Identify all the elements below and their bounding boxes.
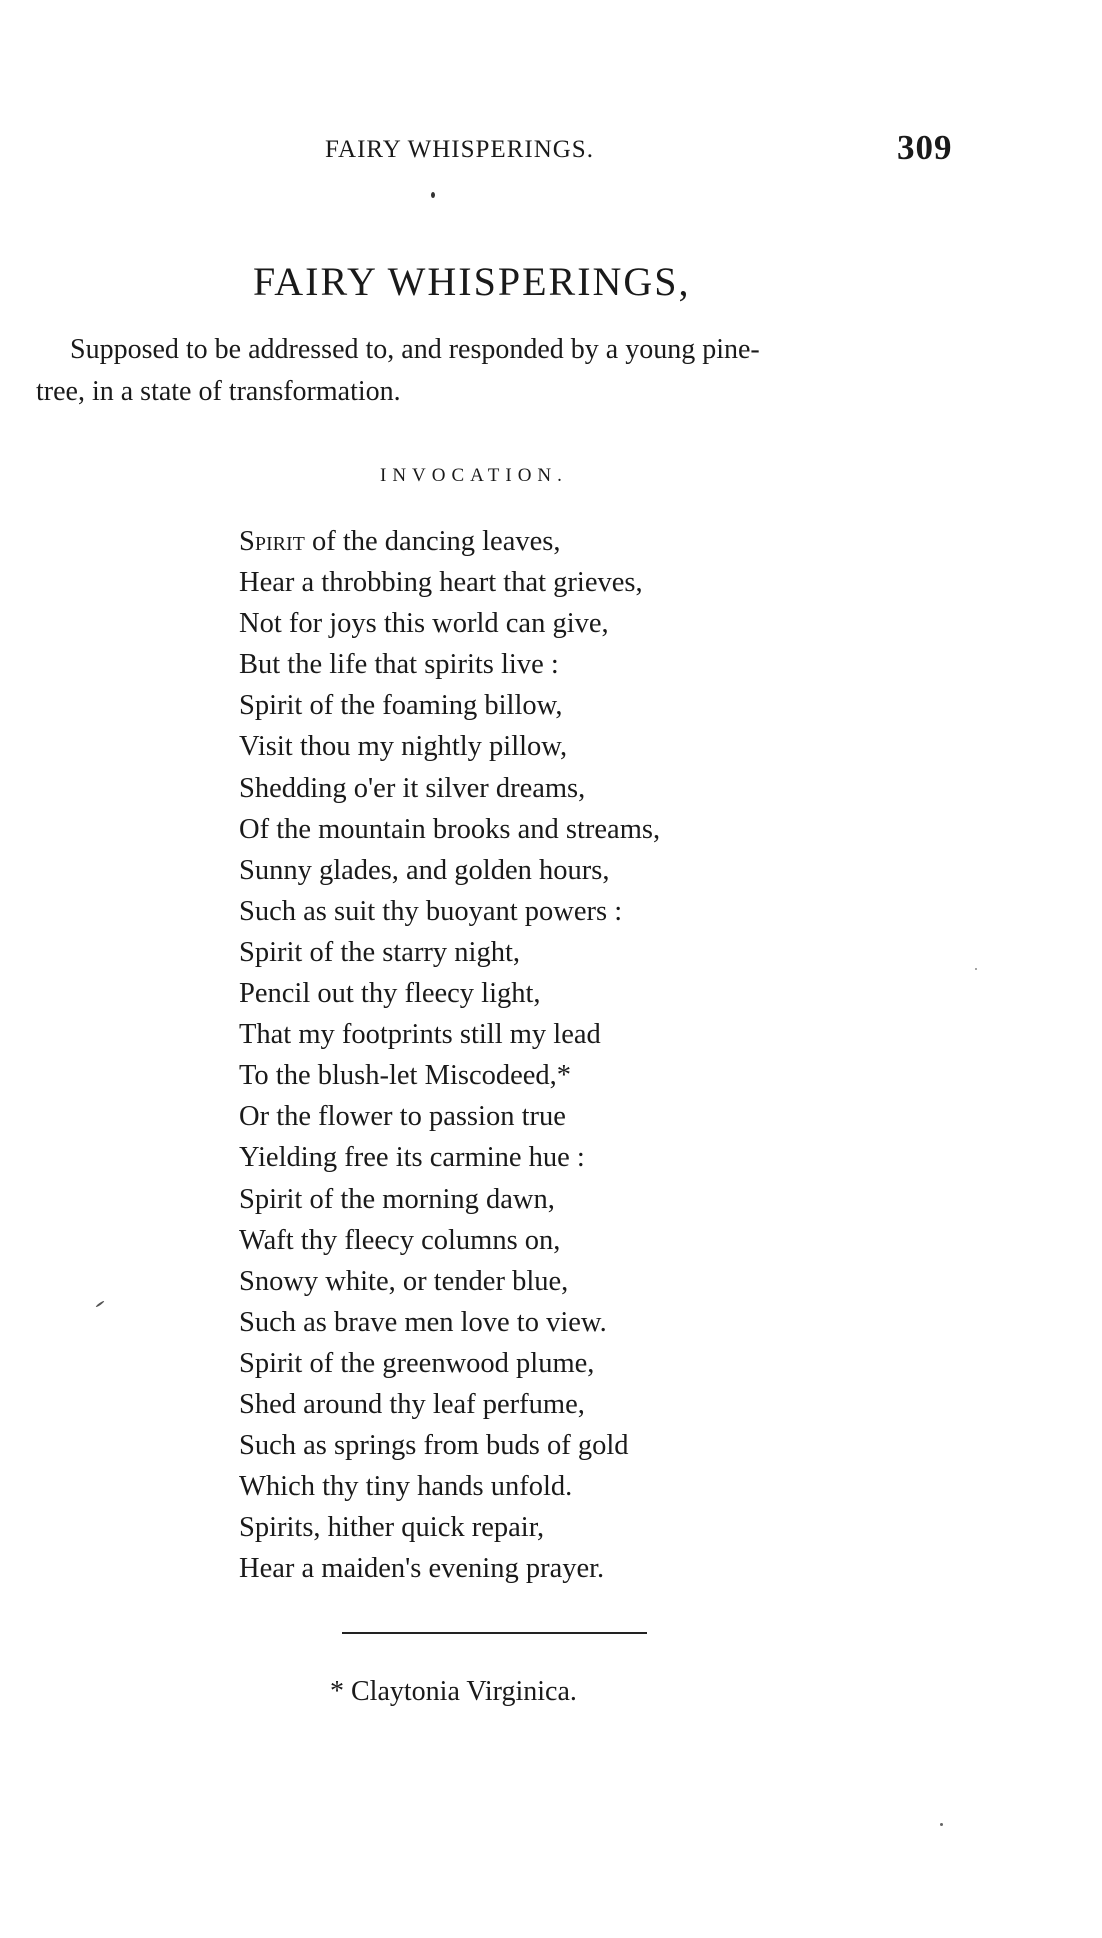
verse-line: Spirits, hither quick repair, bbox=[239, 1512, 545, 1544]
section-heading: INVOCATION. bbox=[380, 465, 568, 486]
verse-line: But the life that spirits live : bbox=[239, 649, 559, 681]
verse-line: Sunny glades, and golden hours, bbox=[239, 854, 610, 886]
ink-speck bbox=[431, 192, 435, 198]
verse-line: That my footprints still my lead bbox=[239, 1019, 601, 1051]
poem-verse bbox=[239, 521, 660, 1589]
ink-speck bbox=[940, 1823, 943, 1826]
verse-line-text: of the dancing leaves, bbox=[304, 526, 561, 557]
running-head: FAIRY WHISPERINGS. bbox=[325, 136, 594, 163]
verse-line: Shedding o'er it silver dreams, bbox=[239, 772, 586, 804]
intro-line: Supposed to be addressed to, and responded by a young pine- bbox=[70, 334, 760, 365]
ink-speck bbox=[95, 1300, 104, 1307]
verse-line: Snowy white, or tender blue, bbox=[239, 1265, 569, 1297]
verse-line bbox=[239, 521, 660, 562]
footnote-rule bbox=[342, 1632, 647, 1634]
verse-line: Of the mountain brooks and streams, bbox=[239, 813, 661, 845]
verse-line: Spirit of the greenwood plume, bbox=[239, 1347, 595, 1379]
page-number: 309 bbox=[897, 128, 953, 167]
verse-line: Pencil out thy fleecy light, bbox=[239, 978, 541, 1010]
verse-line: Spirit of the starry night, bbox=[239, 936, 521, 968]
verse-line: Such as springs from buds of gold bbox=[239, 1430, 629, 1462]
verse-line: Such as brave men love to view. bbox=[239, 1306, 607, 1338]
verse-line: Which thy tiny hands unfold. bbox=[239, 1471, 573, 1503]
verse-first-word: Spirit bbox=[239, 526, 305, 557]
footnote: * Claytonia Virginica. bbox=[330, 1676, 577, 1707]
verse-line: Hear a maiden's evening prayer. bbox=[239, 1553, 605, 1585]
verse-line: Spirit of the morning dawn, bbox=[239, 1183, 555, 1215]
poem-title: FAIRY WHISPERINGS, bbox=[253, 259, 691, 304]
verse-line: Such as suit thy buoyant powers : bbox=[239, 895, 623, 927]
verse-line: Yielding free its carmine hue : bbox=[239, 1142, 585, 1174]
verse-line: Not for joys this world can give, bbox=[239, 608, 609, 640]
verse-line: Or the flower to passion true bbox=[239, 1101, 566, 1133]
ink-speck bbox=[975, 968, 977, 970]
intro-paragraph bbox=[36, 329, 966, 413]
verse-line: To the blush-let Miscodeed,* bbox=[239, 1060, 572, 1092]
verse-line: Visit thou my nightly pillow, bbox=[239, 731, 568, 763]
verse-line: Hear a throbbing heart that grieves, bbox=[239, 567, 643, 599]
intro-line: tree, in a state of transformation. bbox=[36, 376, 401, 407]
verse-line: Waft thy fleecy columns on, bbox=[239, 1224, 561, 1256]
verse-line: Shed around thy leaf perfume, bbox=[239, 1388, 585, 1420]
verse-line: Spirit of the foaming billow, bbox=[239, 690, 563, 722]
